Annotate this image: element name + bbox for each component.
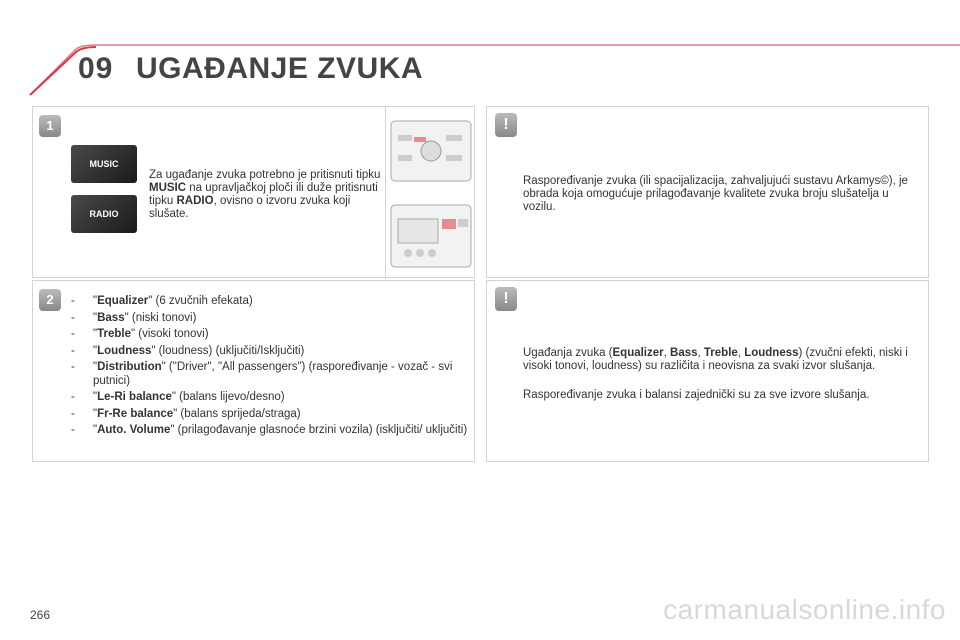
note-2-text-b: Raspoređivanje zvuka i balansi zajednički su za sve izvore slušanja. — [523, 389, 870, 401]
music-button-image: MUSIC — [71, 145, 137, 183]
step-badge-1: 1 — [39, 115, 61, 137]
step-1-text: Za ugađanje zvuka potrebno je pritisnuti tipku MUSIC na upravljačkoj ploči ili duže pritisnuti tipku RADIO, ovisno o izvoru zvuka koji slušate. — [149, 169, 381, 220]
panel-step-1 — [32, 106, 475, 278]
list-item: - "Loudness" (loudness) (uključiti/Isključiti) — [71, 344, 305, 357]
list-item: - "Fr-Re balance" (balans sprijeda/straga) — [71, 407, 301, 420]
warning-icon: ! — [495, 113, 517, 137]
page-title: UGAĐANJE ZVUKA — [136, 52, 424, 85]
panel-note-2 — [486, 280, 929, 462]
watermark-site: carmanualsonline.info — [663, 594, 946, 625]
step-badge-2: 2 — [39, 289, 61, 311]
list-item: - "Le-Ri balance" (balans lijevo/desno) — [71, 391, 285, 403]
list-item: - "Auto. Volume" (prilagođavanje glasnoće brzini vozila) (isključiti/ uključiti) — [71, 424, 468, 436]
page-number: 266 — [30, 608, 51, 622]
dashboard-illustration — [385, 107, 475, 279]
note-2-text: Ugađanja zvuka (Equalizer, Bass, Treble, Loudness) (zvučni efekti, niski i visoki tonovi, loudness) su različita i neovisna za svaki izvor slušanja. — [523, 347, 908, 372]
panel-step-2 — [32, 280, 475, 462]
note-1-text: Raspoređivanje zvuka (ili spacijalizacija, zahvaljujući sustavu Arkamys©), je obrada koja omogućuje prilagođavanje kvalitete zvuka broju slušatelja u vozilu. — [523, 175, 908, 213]
list-item: - "Equalizer" (6 zvučnih efekata) — [71, 295, 253, 307]
list-item: - "Distribution" ("Driver", "All passengers") (raspoređivanje - vozač - svi putnici) — [71, 361, 453, 387]
chapter-number: 09 — [78, 52, 114, 85]
warning-icon: ! — [495, 287, 517, 311]
sound-settings-list — [71, 295, 471, 441]
panel-note-1 — [486, 106, 929, 278]
radio-button-image: RADIO — [71, 195, 137, 233]
list-item: - "Treble" (visoki tonovi) — [71, 328, 209, 340]
list-item: - "Bass" (niski tonovi) — [71, 311, 197, 324]
